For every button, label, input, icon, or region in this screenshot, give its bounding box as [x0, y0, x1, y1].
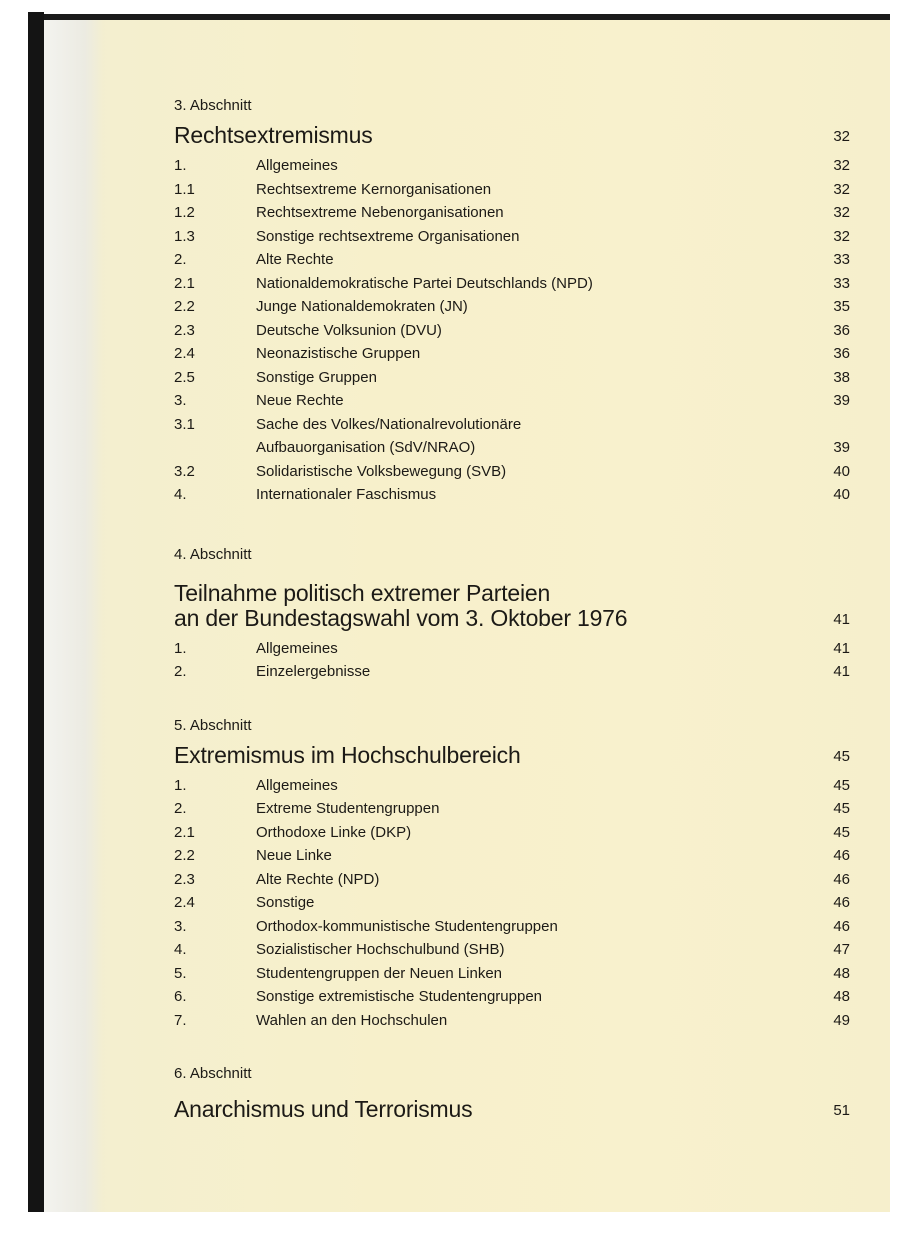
entry-title: Alte Rechte (NPD): [256, 870, 380, 888]
entry-page: 45: [833, 800, 850, 817]
entry-number: 3.: [174, 392, 187, 409]
entry-title: Alte Rechte: [256, 251, 334, 268]
toc-entry[interactable]: [174, 178, 850, 202]
toc-entry[interactable]: [174, 891, 850, 915]
section-heading: [174, 742, 850, 768]
toc-section-5: [174, 716, 850, 1033]
entry-title: Neue Linke: [256, 847, 332, 864]
entry-number: 5.: [174, 964, 187, 982]
entry-number: 1.: [174, 157, 187, 174]
section-heading: [174, 581, 850, 631]
entry-page: 32: [833, 227, 850, 245]
entry-page: 36: [833, 321, 850, 339]
entry-title: Solidaristische Volksbewegung (SVB): [256, 462, 507, 480]
page-binding-shadow: [44, 20, 102, 1212]
entry-page: 32: [833, 157, 850, 174]
section-title-line: an der Bundestagswahl vom 3. Oktober 1976: [174, 604, 628, 631]
entry-number: 2.1: [174, 823, 195, 841]
section-heading: [174, 122, 850, 148]
entry-title: [256, 413, 816, 460]
entry-title: Nationaldemokratische Partei Deutschlands (NPD): [256, 274, 593, 292]
entry-number: 2.: [174, 663, 187, 680]
table-of-contents: [174, 96, 850, 1128]
section-title: Extremismus im Hochschulbereich: [174, 741, 521, 768]
entry-page: 47: [833, 941, 850, 958]
entry-number: 1.: [174, 639, 187, 657]
entry-number: 2.3: [174, 321, 195, 339]
entry-page: 41: [833, 663, 850, 680]
entry-title: Sonstige rechtsextreme Organisationen: [256, 227, 520, 245]
toc-entry[interactable]: [174, 389, 850, 413]
entry-title: Sozialistischer Hochschulbund (SHB): [256, 941, 505, 958]
entry-title: Neue Rechte: [256, 392, 344, 409]
entry-title: Deutsche Volksunion (DVU): [256, 321, 442, 339]
toc-entry[interactable]: [174, 915, 850, 939]
entry-number: 2.4: [174, 345, 195, 362]
entry-title: Wahlen an den Hochschulen: [256, 1011, 448, 1029]
entry-page: 39: [833, 392, 850, 409]
entry-list: [174, 154, 850, 507]
entry-number: 2.5: [174, 368, 195, 386]
entry-title: Neonazistische Gruppen: [256, 345, 421, 362]
section-title: Anarchismus und Terrorismus: [174, 1096, 473, 1122]
entry-page: 35: [833, 298, 850, 315]
entry-title: Junge Nationaldemokraten (JN): [256, 298, 468, 315]
toc-entry[interactable]: [174, 985, 850, 1009]
section-page-number: 41: [833, 610, 850, 628]
entry-title: Allgemeines: [256, 157, 338, 174]
toc-entry[interactable]: [174, 295, 850, 319]
entry-title: Allgemeines: [256, 639, 338, 657]
entry-title: Einzelergebnisse: [256, 663, 371, 680]
entry-title: Allgemeines: [256, 776, 338, 794]
toc-entry[interactable]: [174, 821, 850, 845]
entry-number: 1.3: [174, 227, 195, 245]
entry-number: 4.: [174, 486, 187, 503]
entry-number: 2.: [174, 800, 187, 817]
entry-title-line: Sache des Volkes/Nationalrevolutionäre: [256, 415, 522, 433]
section-title: [174, 581, 627, 631]
toc-entry[interactable]: [174, 413, 850, 460]
entry-page: 40: [833, 486, 850, 503]
entry-page: 46: [833, 870, 850, 888]
section-heading: [174, 1096, 850, 1122]
toc-entry[interactable]: [174, 248, 850, 272]
toc-entry[interactable]: [174, 319, 850, 343]
entry-page: 41: [833, 639, 850, 657]
entry-page: 32: [833, 180, 850, 198]
entry-title: Internationaler Faschismus: [256, 486, 437, 503]
toc-entry[interactable]: [174, 225, 850, 249]
entry-number: 2.4: [174, 894, 195, 911]
section-label: 5. Abschnitt: [174, 716, 252, 734]
toc-entry[interactable]: [174, 460, 850, 484]
entry-title: Sonstige extremistische Studentengruppen: [256, 988, 543, 1005]
entry-page: 46: [833, 847, 850, 864]
entry-title: Sonstige: [256, 894, 315, 911]
entry-number: 3.: [174, 917, 187, 935]
section-page-number: 45: [833, 747, 850, 765]
entry-number: 2.1: [174, 274, 195, 292]
entry-title: Rechtsextreme Nebenorganisationen: [256, 204, 504, 221]
entry-title: Sonstige Gruppen: [256, 368, 377, 386]
entry-page: 38: [833, 368, 850, 386]
entry-page: 45: [833, 776, 850, 794]
entry-number: 1.2: [174, 204, 195, 221]
toc-entry[interactable]: [174, 154, 850, 178]
entry-number: 4.: [174, 941, 187, 958]
toc-entry[interactable]: [174, 1009, 850, 1033]
entry-page: 40: [833, 462, 850, 480]
entry-title: Orthodoxe Linke (DKP): [256, 823, 412, 841]
entry-number: 1.1: [174, 180, 195, 198]
toc-entry[interactable]: [174, 774, 850, 798]
entry-title: Extreme Studentengruppen: [256, 800, 440, 817]
toc-entry[interactable]: [174, 660, 850, 684]
entry-number: 3.1: [174, 415, 195, 433]
toc-entry[interactable]: [174, 201, 850, 225]
entry-number: 6.: [174, 988, 187, 1005]
toc-entry[interactable]: [174, 962, 850, 986]
toc-entry[interactable]: [174, 797, 850, 821]
toc-section-3: [174, 96, 850, 507]
toc-section-4: [174, 545, 850, 684]
entry-page: 33: [833, 251, 850, 268]
entry-page: 48: [833, 964, 850, 982]
section-title: Rechtsextremismus: [174, 122, 373, 148]
toc-entry[interactable]: [174, 366, 850, 390]
entry-number: 2.: [174, 251, 187, 268]
section-title-line: Teilnahme politisch extremer Parteien: [174, 579, 551, 606]
entry-page: 46: [833, 917, 850, 935]
section-page-number: 32: [833, 128, 850, 145]
section-label: 6. Abschnitt: [174, 1065, 252, 1082]
entry-list: [174, 637, 850, 684]
entry-title: Orthodox-kommunistische Studentengruppen: [256, 917, 558, 935]
entry-number: 2.2: [174, 298, 195, 315]
toc-entry[interactable]: [174, 844, 850, 868]
toc-entry[interactable]: [174, 272, 850, 296]
entry-list: [174, 774, 850, 1033]
toc-entry[interactable]: [174, 483, 850, 507]
entry-number: 7.: [174, 1011, 187, 1029]
entry-title: Studentengruppen der Neuen Linken: [256, 964, 503, 982]
toc-entry[interactable]: [174, 342, 850, 366]
entry-page: 36: [833, 345, 850, 362]
section-label: 3. Abschnitt: [174, 97, 252, 114]
entry-page: 33: [833, 274, 850, 292]
toc-entry[interactable]: [174, 938, 850, 962]
entry-page: 46: [833, 894, 850, 911]
entry-page: 39: [833, 439, 850, 456]
toc-entry[interactable]: [174, 637, 850, 661]
entry-number: 2.3: [174, 870, 195, 888]
entry-page: 48: [833, 988, 850, 1005]
entry-title: Rechtsextreme Kernorganisationen: [256, 180, 492, 198]
entry-number: 2.2: [174, 847, 195, 864]
entry-title-line: Aufbauorganisation (SdV/NRAO): [256, 439, 476, 456]
entry-page: 45: [833, 823, 850, 841]
section-label: 4. Abschnitt: [174, 545, 252, 563]
entry-page: 49: [833, 1011, 850, 1029]
entry-page: 32: [833, 204, 850, 221]
entry-number: 1.: [174, 776, 187, 794]
toc-section-6: [174, 1064, 850, 1122]
toc-entry[interactable]: [174, 868, 850, 892]
entry-number: 3.2: [174, 462, 195, 480]
section-page-number: 51: [833, 1102, 850, 1119]
scan-edge: [28, 12, 44, 1212]
